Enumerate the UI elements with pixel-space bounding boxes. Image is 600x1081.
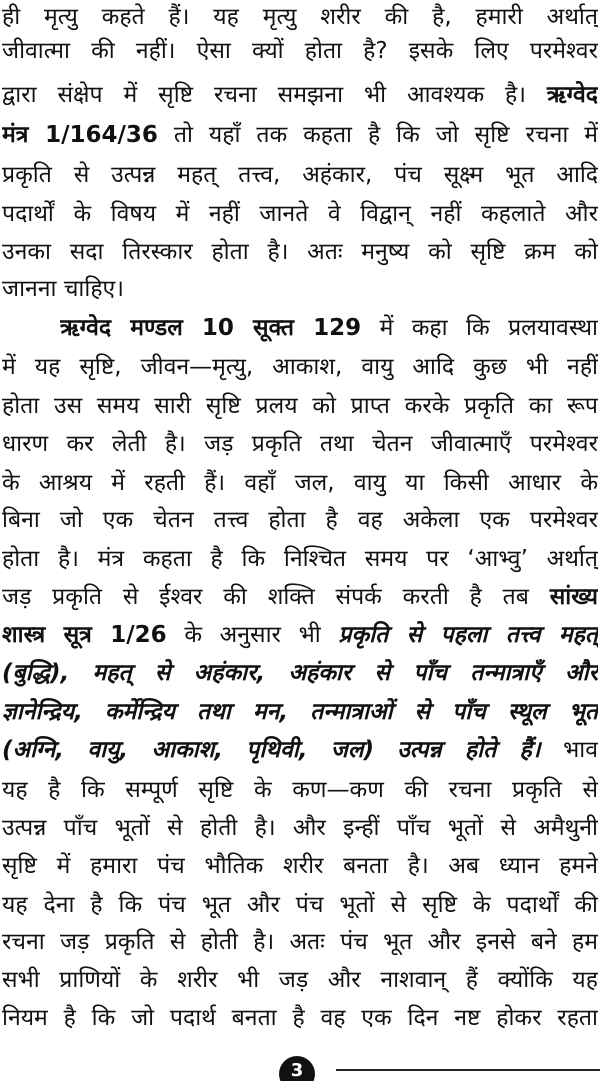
text-line (60, 311, 598, 345)
reference-bold: मंत्र 1/164/36 (2, 122, 158, 148)
text-span: जड़ प्रकृति से ईश्वर की शक्ति संपर्क करती है तब (2, 584, 550, 610)
text-span: में कहा कि प्रलयावस्था (361, 315, 598, 341)
emphasis-italic: प्रकृति से पहला तत्त्व महत् (338, 622, 598, 648)
text-line: में यह सृष्टि, जीवन—मृत्यु, आकाश, वायु आदि कुछ भी नहीं (2, 354, 598, 380)
text-line: यह है कि सम्पूर्ण सृष्टि के कण—कण की रचना प्रकृति से (2, 777, 598, 803)
text-line: रचना जड़ प्रकृति से होती है। अतः पंच भूत और इनसे बने हम (2, 929, 598, 955)
reference-bold: शास्त्र सूत्र 1/26 (2, 622, 167, 648)
text-line: के आश्रय में रहती हैं। वहाँ जल, वायु या किसी आधार के (2, 470, 598, 496)
reference-bold: ऋग्वेद (546, 82, 598, 108)
text-line (2, 618, 598, 652)
text-span: भाव (540, 737, 598, 763)
text-line (2, 118, 598, 152)
text-line (2, 580, 598, 614)
reference-bold: ऋग्वेद मण्डल 10 सूक्त 129 (60, 315, 362, 341)
text-line: सृष्टि में हमारा पंच भौतिक शरीर बनता है। अब ध्यान हमने (2, 853, 598, 879)
text-span: के अनुसार भी (166, 622, 339, 648)
text-line: जीवात्मा की नहीं। ऐसा क्यों होता है? इसके लिए परमेश्वर (2, 38, 598, 64)
text-line: जानना चाहिए। (2, 276, 124, 302)
text-span: द्वारा संक्षेप में सृष्टि रचना समझना भी आवश्यक है। (2, 82, 547, 108)
text-line: बिना जो एक चेतन तत्त्व होता है वह अकेला एक परमेश्वर (2, 507, 598, 533)
text-line: उनका सदा तिरस्कार होता है। अतः मनुष्य को सृष्टि क्रम को (2, 239, 598, 265)
text-line (2, 78, 598, 112)
text-line: होता उस समय सारी सृष्टि प्रलय को प्राप्त करके प्रकृति का रूप (2, 393, 598, 419)
text-line: ज्ञानेन्द्रिय, कर्मेन्द्रिय तथा मन, तन्मात्राओं से पाँच स्थूल भूत (2, 699, 598, 725)
text-line: होता है। मंत्र कहता है कि निश्चित समय पर ‘आभ्वु’ अर्थात् (2, 546, 598, 572)
emphasis-italic: (अग्नि, वायु, आकाश, पृथिवी, जल) उत्पन्न होते हैं। (2, 737, 541, 763)
text-line: ही मृत्यु कहते हैं। यह मृत्यु शरीर की है, हमारी अर्थात् (2, 4, 598, 30)
text-line: पदार्थों के विषय में नहीं जानते वे विद्वान् नहीं कहलाते और (2, 201, 598, 227)
text-line: यह देना है कि पंच भूत और पंच भूतों से सृष्टि के पदार्थों की (2, 892, 598, 918)
reference-bold: सांख्य (549, 584, 598, 610)
page-footer (0, 1056, 600, 1081)
text-line: उत्पन्न पाँच भूतों से होती है। और इन्हीं पाँच भूतों से अमैथुनी (2, 815, 598, 841)
text-line (2, 733, 598, 767)
text-line: प्रकृति से उत्पन्न महत् तत्त्व, अहंकार, पंच सूक्ष्म भूत आदि (2, 162, 598, 188)
footer-rule (336, 1069, 600, 1071)
page-number: 3 (279, 1056, 315, 1081)
text-line: धारण कर लेती है। जड़ प्रकृति तथा चेतन जीवात्माएँ परमेश्वर (2, 431, 598, 457)
text-line: (बुद्धि), महत् से अहंकार, अहंकार से पाँच तन्मात्राएँ और (2, 660, 598, 686)
text-line: नियम है कि जो पदार्थ बनता है वह एक दिन नष्ट होकर रहता (2, 1005, 598, 1031)
text-span: तो यहाँ तक कहता है कि जो सृष्टि रचना में (157, 122, 598, 148)
text-line: सभी प्राणियों के शरीर भी जड़ और नाशवान् हैं क्योंकि यह (2, 967, 598, 993)
